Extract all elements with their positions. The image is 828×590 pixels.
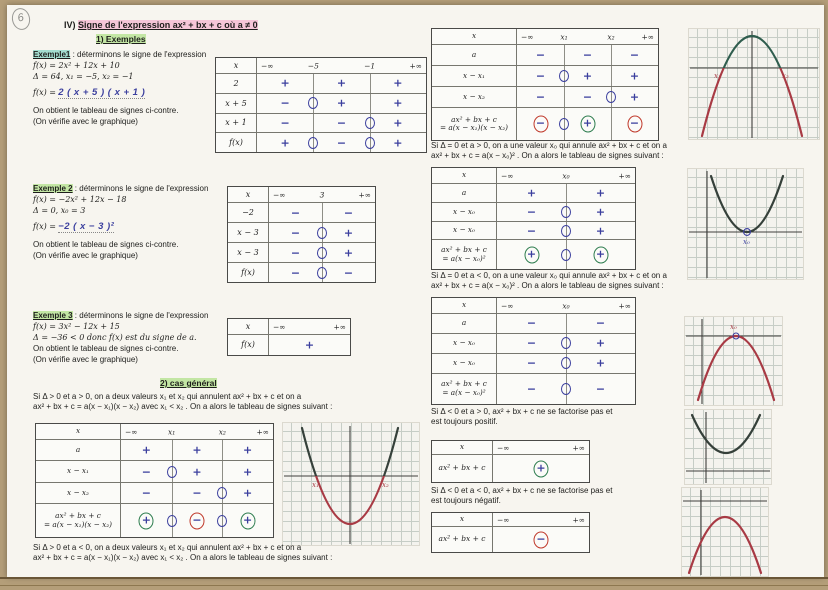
sign-plus: + <box>243 465 253 479</box>
table-row <box>432 454 589 482</box>
table-header-row <box>432 29 658 44</box>
pos-infinity-label: +∞ <box>358 190 371 199</box>
sign-plus: + <box>280 136 290 150</box>
row-label: ax² + bx + c <box>432 455 493 482</box>
table-header-row <box>36 424 273 439</box>
sign-minus: − <box>192 486 202 500</box>
sign-zero <box>561 225 571 237</box>
sign-plus: + <box>629 90 640 104</box>
example-2-note2: (On vérifie avec le graphique) <box>33 251 138 260</box>
sign-plus: + <box>595 336 606 350</box>
boundary-line <box>172 440 173 460</box>
sign-plus: + <box>243 443 253 457</box>
row-label: x − x₀ <box>432 354 497 373</box>
sign-table-delta-neg-a-positive <box>431 440 590 483</box>
sign-minus: − <box>336 116 347 130</box>
sign-minus: − <box>595 382 606 396</box>
boundary-line <box>370 74 371 93</box>
table-row <box>216 73 426 93</box>
sign-table-example-1 <box>215 57 427 153</box>
table-row <box>36 482 273 503</box>
example-2-note1: On obtient le tableau de signes ci-contre. <box>33 240 179 249</box>
sign-table-example-2 <box>227 186 376 283</box>
boundary-value-label: x₀ <box>562 301 570 310</box>
root-label-x0: x₀ <box>743 238 750 246</box>
handwritten-answer: 2 ( x + 5 ) ( x + 1 ) <box>58 87 146 98</box>
sign-minus: − <box>141 465 151 479</box>
sign-zero <box>217 515 227 527</box>
graph-parabola-two-roots-a-negative <box>688 28 820 140</box>
page-title: Signe de l'expression ax² + bx + c où a ≠ 0 <box>78 20 258 30</box>
table-row <box>432 313 635 333</box>
table-row <box>36 503 273 537</box>
pos-infinity-label: +∞ <box>572 443 585 452</box>
x-variable-label: x <box>432 298 497 313</box>
row-label: −2 <box>228 203 269 222</box>
table-row <box>432 86 658 107</box>
boundary-line <box>566 314 567 333</box>
neg-infinity-label: −∞ <box>501 171 514 180</box>
row-label: x − x₁ <box>36 461 121 481</box>
example-1-block <box>33 49 206 127</box>
sign-circled-plus: + <box>580 116 595 133</box>
example-2-heading: Exemple 2 : déterminons le signe de l'expression <box>33 184 209 193</box>
sign-circled-minus: − <box>533 116 548 133</box>
graph-parabola-double-root-a-positive <box>687 168 804 280</box>
root-label-x2: x₂ <box>382 481 389 489</box>
x-variable-label: x <box>228 319 269 334</box>
example-1-note1: On obtient le tableau de signes ci-contre. <box>33 106 179 115</box>
table-row <box>36 460 273 481</box>
row-label: x − x₁ <box>432 66 517 86</box>
sign-plus: + <box>393 96 403 110</box>
boundary-line <box>313 114 314 133</box>
parabola-svg <box>687 168 804 280</box>
sign-circled-minus: − <box>190 512 205 529</box>
sign-minus: − <box>595 316 606 330</box>
x-variable-label: x <box>36 424 121 439</box>
example-3-note1: On obtient le tableau de signes ci-contre. <box>33 344 179 353</box>
sign-minus: − <box>526 356 537 370</box>
sign-plus: + <box>526 186 537 200</box>
example-2-tag: Exemple 2 <box>33 184 73 193</box>
boundary-line <box>172 483 173 503</box>
boundary-value-label: −1 <box>364 61 376 70</box>
sign-zero <box>561 383 571 395</box>
table-row <box>228 202 375 222</box>
sign-plus: + <box>343 246 354 259</box>
sign-circled-minus: − <box>627 116 642 133</box>
root-label-x1: x₁ <box>312 481 319 489</box>
parabola-svg <box>282 422 420 546</box>
pos-infinity-label: +∞ <box>256 427 269 436</box>
sign-minus: − <box>290 226 301 239</box>
sign-minus: − <box>343 266 354 279</box>
sign-zero <box>365 117 375 129</box>
graph-parabola-two-roots-a-positive <box>282 422 420 546</box>
boundary-line <box>313 74 314 93</box>
row-label: x − x₀ <box>432 334 497 353</box>
table-row <box>432 221 635 240</box>
case-delta-pos-a-neg-text: Si Δ > 0 et a < 0, on a deux valeurs x₁ et x₂ qui annulent ax² + bx + c et on a ax² + bx + c = a(x − x₁)(x − x₂) avec x₁ < x₂ . On a alors le tableau de signes suivant : <box>33 543 333 562</box>
boundary-line <box>564 45 565 65</box>
sign-circled-plus: + <box>524 246 539 263</box>
boundary-value-label: x₂ <box>607 32 615 41</box>
sign-minus: − <box>582 90 593 104</box>
table-row <box>228 242 375 262</box>
table-header-row <box>432 513 589 526</box>
neg-infinity-label: −∞ <box>273 190 286 199</box>
example-2-block <box>33 183 208 261</box>
pos-infinity-label: +∞ <box>333 322 346 331</box>
row-label: a <box>432 45 517 65</box>
table-row <box>36 439 273 460</box>
pos-infinity-label: +∞ <box>641 32 654 41</box>
table-header-row <box>216 58 426 73</box>
sign-minus: − <box>290 246 301 259</box>
subsection-cas-general: 2) cas général <box>160 378 217 388</box>
boundary-line <box>611 108 612 140</box>
table-header-row <box>432 298 635 313</box>
table-header-row <box>432 168 635 183</box>
pos-infinity-label: +∞ <box>618 301 631 310</box>
table-row <box>432 183 635 202</box>
row-label: a <box>432 184 497 202</box>
row-label: ax² + bx + c <box>432 527 493 552</box>
x-variable-label: x <box>228 187 269 202</box>
example-1-factored-form: f(x) = 2 ( x + 5 ) ( x + 1 ) <box>33 87 146 98</box>
boundary-value-label: x₁ <box>168 427 176 436</box>
sign-circled-plus: + <box>593 246 608 263</box>
x-variable-label: x <box>432 513 493 526</box>
sign-minus: − <box>526 336 537 350</box>
boundary-line <box>611 45 612 65</box>
sign-plus: + <box>393 76 403 90</box>
sign-minus: − <box>280 96 290 110</box>
row-label: x − x₀ <box>432 222 497 240</box>
case-delta-neg-a-pos-text: Si Δ < 0 et a > 0, ax² + bx + c ne se factorise pas et est toujours positif. <box>431 407 613 426</box>
sign-plus: + <box>595 205 606 219</box>
sign-plus: + <box>595 356 606 370</box>
sign-minus: − <box>526 205 537 219</box>
row-label: f(x) <box>228 263 269 282</box>
neg-infinity-label: −∞ <box>521 32 534 41</box>
table-row <box>228 262 375 282</box>
sign-plus: + <box>595 186 606 200</box>
sign-zero <box>559 118 569 130</box>
x-variable-label: x <box>216 58 257 73</box>
example-2-factored-form: f(x) = −2 ( x − 3 )² <box>33 221 115 232</box>
case-delta-zero-a-pos-text: Si Δ = 0 et a > 0, on a une valeur x₀ qui annule ax² + bx + c et on a ax² + bx + c = a(x − x₀)² . On a alors le tableau de signes suivant : <box>431 141 667 160</box>
row-label: x − x₀ <box>432 203 497 221</box>
table-row <box>432 44 658 65</box>
parabola-svg <box>688 28 820 140</box>
sign-plus: + <box>582 69 593 83</box>
sign-plus: + <box>192 443 202 457</box>
table-row <box>432 239 635 269</box>
root-label-x0: x₀ <box>730 323 737 331</box>
sign-circled-plus: + <box>534 460 549 477</box>
row-label: f(x) <box>228 335 269 355</box>
row-label: x − x₂ <box>36 483 121 503</box>
table-row <box>228 334 350 355</box>
sign-minus: − <box>141 486 151 500</box>
parabola-svg <box>684 409 772 485</box>
table-row <box>216 132 426 152</box>
boundary-line <box>566 184 567 202</box>
sign-circled-plus: + <box>139 512 154 529</box>
sign-zero <box>559 70 569 82</box>
table-row <box>228 222 375 242</box>
example-1-tag: Exemple1 <box>33 50 71 59</box>
boundary-line <box>611 66 612 86</box>
row-label: x − 3 <box>228 223 269 242</box>
row-label: a <box>432 314 497 333</box>
x-variable-label: x <box>432 29 517 44</box>
x-variable-label: x <box>432 441 493 454</box>
row-label: ax² + bx + c = a(x − x₁)(x − x₂) <box>36 504 121 537</box>
boundary-line <box>564 87 565 107</box>
sign-minus: − <box>290 206 301 219</box>
sign-circled-minus: − <box>534 531 549 548</box>
sign-zero <box>308 97 318 109</box>
sign-minus: − <box>336 136 347 150</box>
scan-edge-line <box>0 577 828 579</box>
table-header-row <box>228 319 350 334</box>
sign-plus: + <box>629 69 640 83</box>
case-delta-zero-a-neg-text: Si Δ = 0 et a < 0, on a une valeur x₀ qui annule ax² + bx + c et on a ax² + bx + c = a(x − x₀)² . On a alors le tableau de signes suivant : <box>431 271 667 290</box>
parabola-svg <box>681 487 769 577</box>
boundary-value-label: 3 <box>319 190 325 199</box>
row-label: x − x₂ <box>432 87 517 107</box>
case-delta-pos-a-pos-text: Si Δ > 0 et a > 0, on a deux valeurs x₁ et x₂ qui annulent ax² + bx + c et on a ax² + bx + c = a(x − x₁)(x − x₂) avec x₁ < x₂ . On a alors le tableau de signes suivant : <box>33 392 333 411</box>
x-variable-label: x <box>432 168 497 183</box>
sign-plus: + <box>141 443 151 457</box>
example-2-fx: f(x) = −2x² + 12x − 18 <box>33 195 127 204</box>
pos-infinity-label: +∞ <box>409 61 422 70</box>
page-number: 6 <box>10 6 32 31</box>
sign-zero <box>317 247 327 259</box>
graph-parabola-no-root-a-negative <box>681 487 769 577</box>
sign-table-general-a-negative <box>431 28 659 141</box>
boundary-line <box>322 203 323 222</box>
sign-table-example-3 <box>227 318 351 356</box>
neg-infinity-label: −∞ <box>261 61 274 70</box>
table-row <box>216 93 426 113</box>
neg-infinity-label: −∞ <box>497 443 510 452</box>
table-header-row <box>228 187 375 202</box>
example-3-fx: f(x) = 3x² − 12x + 15 <box>33 322 120 331</box>
row-label: a <box>36 440 121 460</box>
example-1-note2: (On vérifie avec le graphique) <box>33 117 138 126</box>
sign-zero <box>561 357 571 369</box>
example-3-heading: Exemple 3 : déterminons le signe de l'expression <box>33 311 209 320</box>
parabola-svg <box>684 316 783 406</box>
table-row <box>432 107 658 140</box>
sign-plus: + <box>595 224 606 238</box>
sign-minus: − <box>535 69 546 83</box>
table-row <box>432 353 635 373</box>
neg-infinity-label: −∞ <box>273 322 286 331</box>
sign-minus: − <box>343 206 354 219</box>
case-delta-neg-a-neg-text: Si Δ < 0 et a < 0, ax² + bx + c ne se factorise pas et est toujours négatif. <box>431 486 613 505</box>
sign-zero <box>561 249 571 261</box>
boundary-line <box>370 94 371 113</box>
sign-zero <box>317 227 327 239</box>
sign-minus: − <box>526 224 537 238</box>
sign-table-delta-zero-a-negative <box>431 297 636 405</box>
example-1-heading: Exemple1 : déterminons le signe de l'expression <box>33 50 207 59</box>
sign-plus: + <box>192 465 202 479</box>
sign-minus: − <box>526 316 537 330</box>
sign-table-delta-zero-a-positive <box>431 167 636 270</box>
pos-infinity-label: +∞ <box>618 171 631 180</box>
graph-parabola-no-root-a-positive <box>684 409 772 485</box>
sign-minus: − <box>280 116 290 130</box>
row-label: x − 3 <box>228 243 269 262</box>
row-label: 2 <box>216 74 257 93</box>
sign-zero <box>308 137 318 149</box>
sign-plus: + <box>336 96 347 110</box>
sign-plus: + <box>280 76 290 90</box>
sign-table-delta-neg-a-negative <box>431 512 590 553</box>
table-row <box>432 526 589 552</box>
neg-infinity-label: −∞ <box>501 301 514 310</box>
root-label-x1: x₁ <box>714 72 721 80</box>
table-row <box>432 373 635 404</box>
subsection-exemples: 1) Exemples <box>96 34 146 44</box>
title-line <box>64 20 258 30</box>
sign-zero <box>317 267 327 279</box>
pos-infinity-label: +∞ <box>572 515 585 524</box>
neg-infinity-label: −∞ <box>497 515 510 524</box>
table-row <box>216 113 426 133</box>
row-label: x + 5 <box>216 94 257 113</box>
sign-zero <box>167 466 177 478</box>
row-label: x + 1 <box>216 114 257 133</box>
sign-minus: − <box>526 382 537 396</box>
boundary-line <box>222 440 223 460</box>
sign-zero <box>561 206 571 218</box>
sign-minus: − <box>535 48 546 62</box>
example-1-delta: Δ = 64, x₁ = −5, x₂ = −1 <box>33 72 134 81</box>
table-row <box>432 333 635 353</box>
sign-plus: + <box>336 76 347 90</box>
example-3-tag: Exemple 3 <box>33 311 73 320</box>
sign-zero <box>606 91 616 103</box>
handwritten-answer: −2 ( x − 3 )² <box>58 221 115 232</box>
scan-edge-line-2 <box>0 585 828 586</box>
sign-table-general-a-positive <box>35 423 274 538</box>
sign-plus: + <box>393 136 403 150</box>
table-row <box>432 65 658 86</box>
table-row <box>432 202 635 221</box>
row-label: f(x) <box>216 133 257 152</box>
example-3-delta: Δ = −36 < 0 donc f(x) est du signe de a. <box>33 333 197 342</box>
sign-zero <box>365 137 375 149</box>
section-number: IV) <box>64 20 76 30</box>
boundary-value-label: x₂ <box>218 427 226 436</box>
row-label: ax² + bx + c = a(x − x₀)² <box>432 240 497 269</box>
example-3-block <box>33 310 208 365</box>
row-label: ax² + bx + c = a(x − x₁)(x − x₂) <box>432 108 517 140</box>
sign-zero <box>561 337 571 349</box>
example-1-fx: f(x) = 2x² + 12x + 10 <box>33 61 120 70</box>
sign-plus: + <box>304 338 315 352</box>
sign-minus: − <box>629 48 640 62</box>
boundary-value-label: x₀ <box>562 171 570 180</box>
sign-minus: − <box>290 266 301 279</box>
sign-zero <box>167 515 177 527</box>
example-2-delta: Δ = 0, x₀ = 3 <box>33 206 86 215</box>
sign-zero <box>217 487 227 499</box>
sign-plus: + <box>243 486 253 500</box>
sign-minus: − <box>535 90 546 104</box>
sign-plus: + <box>343 226 354 239</box>
sign-plus: + <box>393 116 403 130</box>
boundary-value-label: −5 <box>307 61 319 70</box>
neg-infinity-label: −∞ <box>125 427 138 436</box>
sign-minus: − <box>582 48 593 62</box>
root-label-x2: x₂ <box>782 72 789 80</box>
sign-circled-plus: + <box>240 512 255 529</box>
row-label: ax² + bx + c = a(x − x₀)² <box>432 374 497 404</box>
boundary-value-label: x₁ <box>560 32 568 41</box>
boundary-line <box>222 461 223 481</box>
graph-parabola-double-root-a-negative <box>684 316 783 406</box>
table-header-row <box>432 441 589 454</box>
example-3-note2: (On vérifie avec le graphique) <box>33 355 138 364</box>
